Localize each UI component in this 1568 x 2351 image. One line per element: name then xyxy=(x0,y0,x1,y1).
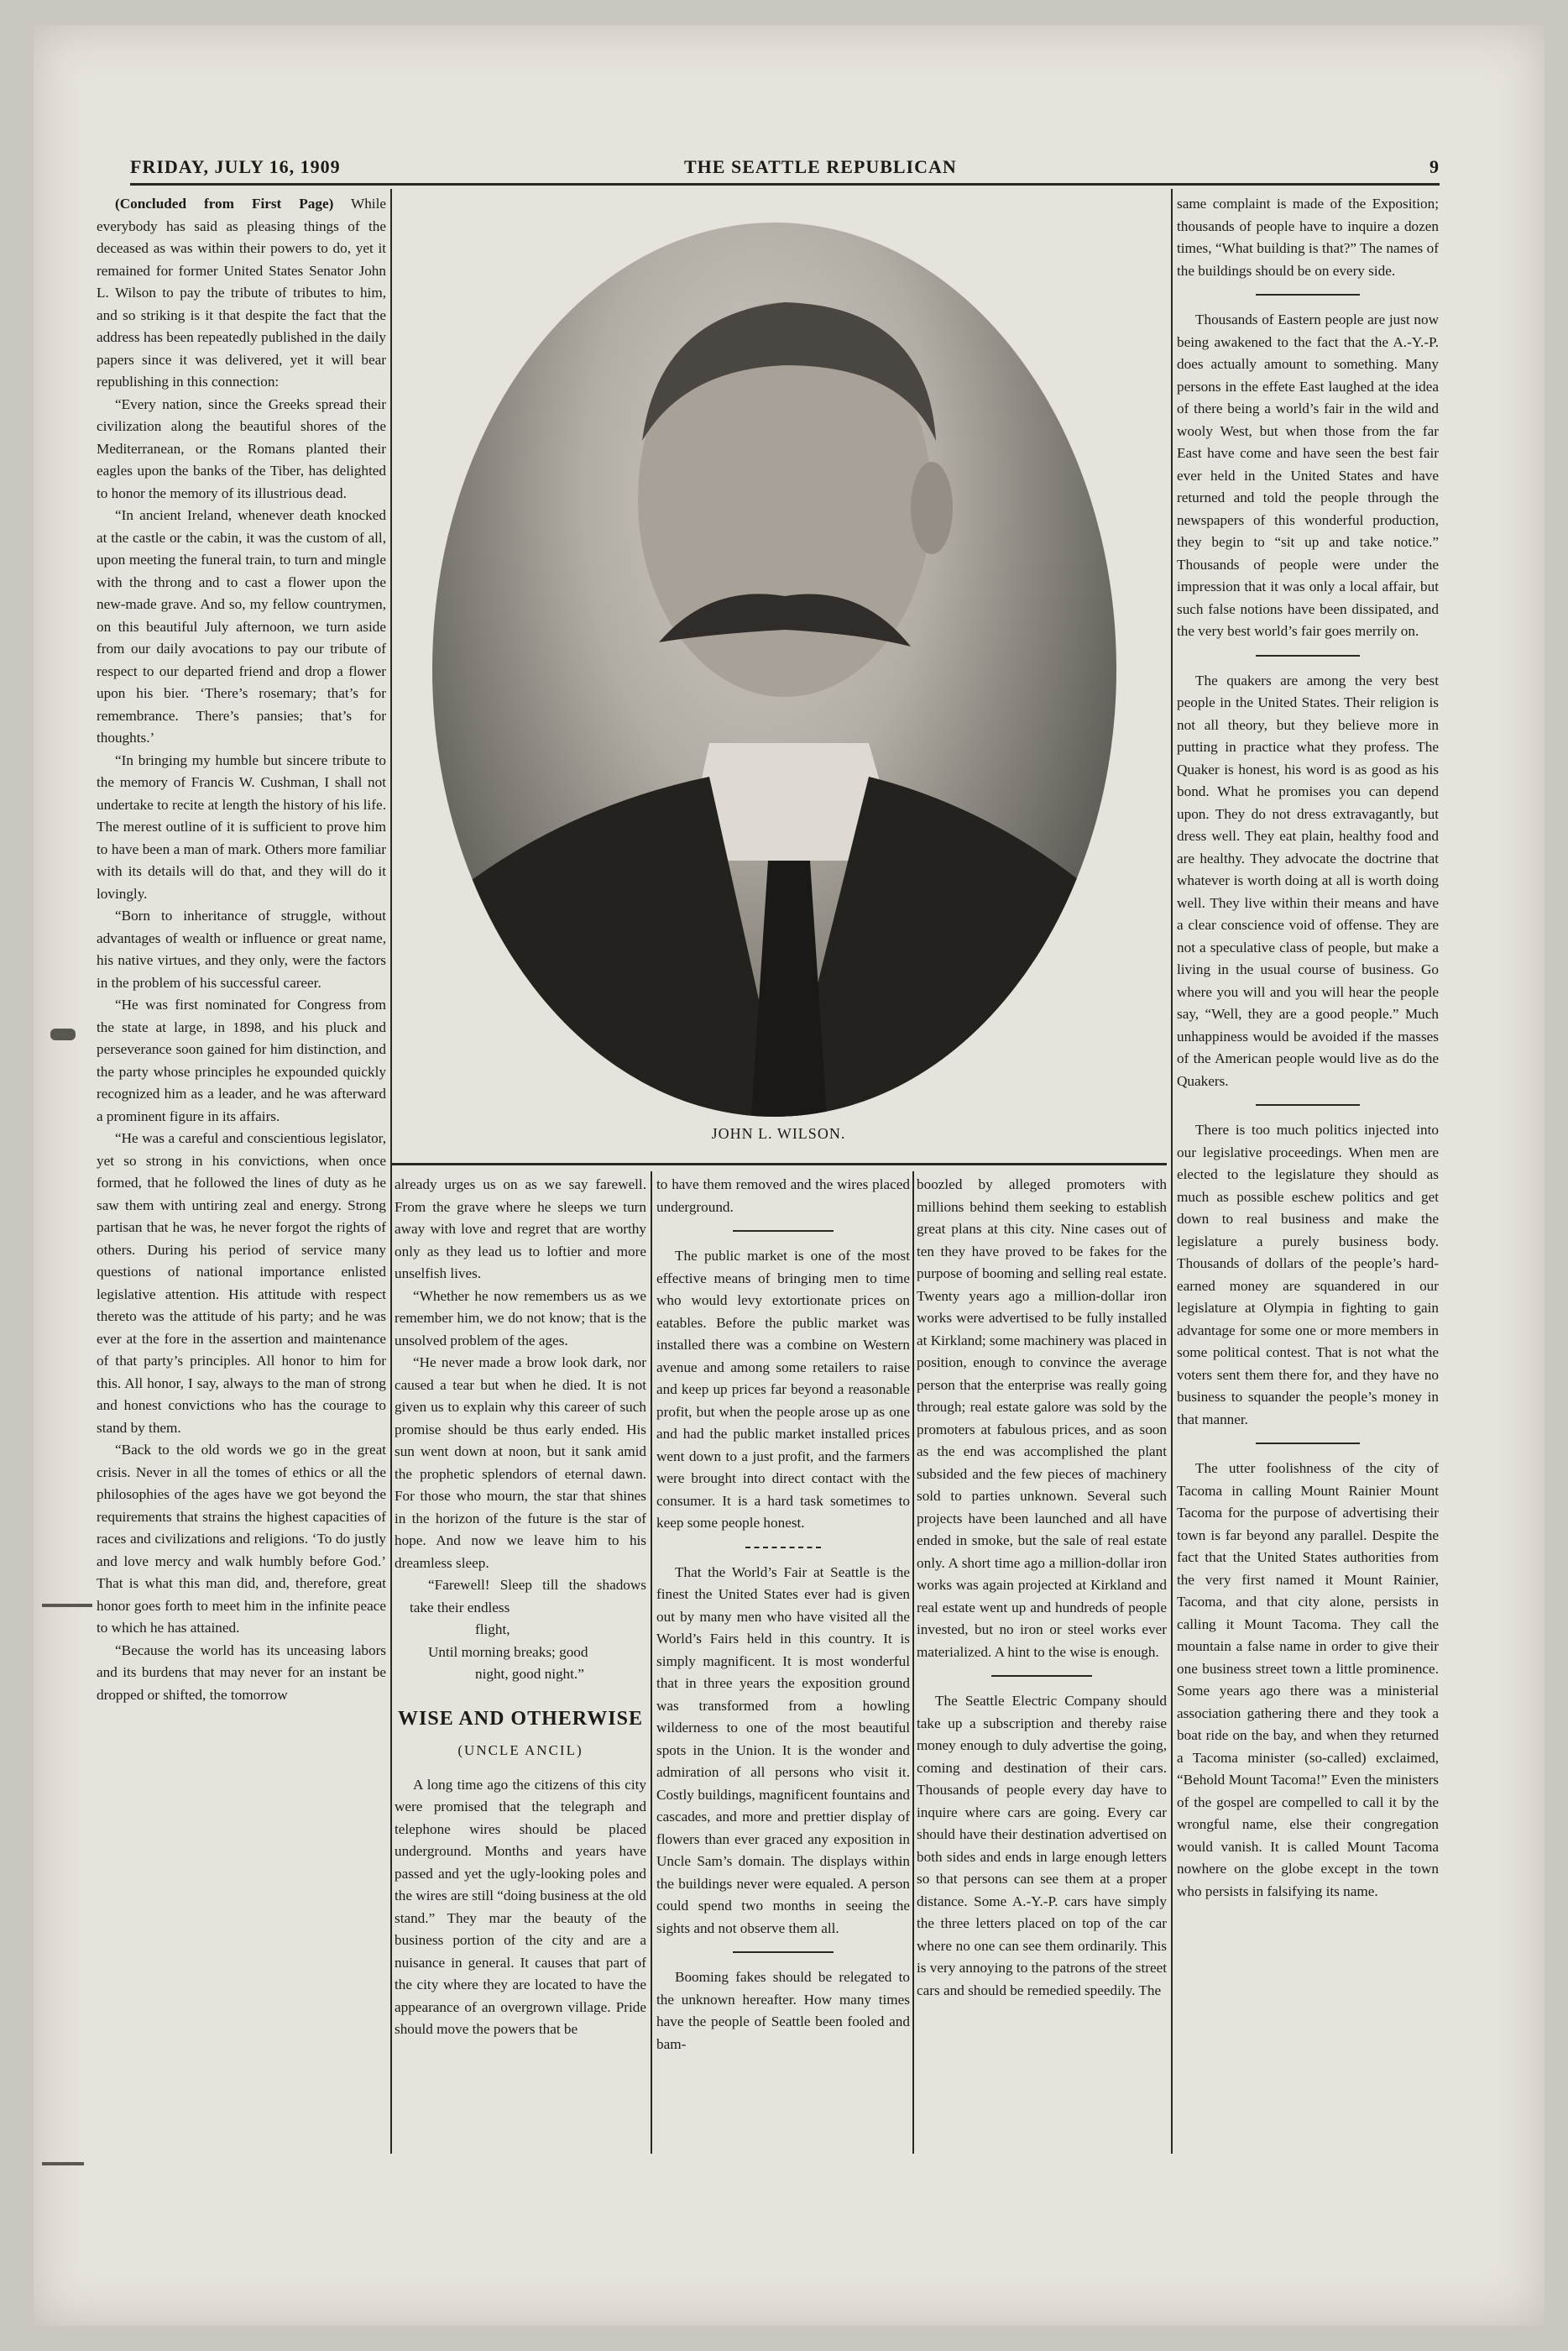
newspaper-title: THE SEATTLE REPUBLICAN xyxy=(684,156,957,177)
article-paragraph: “He was a careful and conscientious legislator, yet so strong in his convictions, when once formed, that he followed the lines of duty as he saw them with untiring zeal and energy. Strong partisan that he was, he never forgot the rights of others. During his period of service many questions of national importance enlisted legislative attention. His attitude with respect thereto was the attitude of his party; and he was ever at the fore in the assertion and maintenance of that party’s principles. All honor to him for this. All honor, I say, always to the man of strong and honest convictions who has the courage to stand by them. xyxy=(97,1130,386,1436)
verse-line: Until morning breaks; good night, good night.” xyxy=(428,1643,588,1682)
portrait-bottom-rule xyxy=(390,1163,1167,1165)
intro-paragraph: (Concluded from First Page) While everybody has said as pleasing things of the deceased as was within their powers to do, yet it remained for former United States Senator John L. Wilson to pay the tribute of tributes to him, and so striking is it that despite the fact that the address has been repeatedly published in the daily papers since it was delivered, yet it will bear republishing in this connection: xyxy=(97,196,386,390)
page-tear-mark xyxy=(42,1604,92,1607)
article-paragraph: same complaint is made of the Exposition; thousands of people have to inquire a dozen times, “What building is that?” The names of the buildings should be on every side. xyxy=(1177,196,1439,279)
article-paragraph: “Every nation, since the Greeks spread their civilization along the beautiful shores of the Mediterranean, or the Romans planted their eagles upon the banks of the Tiber, has delighted to honor the memory of its illustrious dead. xyxy=(97,395,386,501)
column-rule xyxy=(651,1171,652,2154)
item-separator xyxy=(991,1675,1091,1677)
article-paragraph: already urges us on as we say farewell. From the grave where he sleeps we turn away with love and regret that are worthy only as they lead us to loftier and more unselfish lives. xyxy=(395,1176,646,1281)
article-paragraph: That the World’s Fair at Seattle is the finest the United States ever had is given out by many men who have visited all the World’s Fairs held in this country. It is simply magnificent. It is most wonderful that in three years the exposition ground was transformed from a howling wilderness to one of the most beautiful spots in the Union. It is the wonder and admiration of all persons who visit it. Costly buildings, magnificent fountains and cascades, and more and prettier display of flowers than ever graced any exposition in Uncle Sam’s domain. The displays within the buildings never were equaled. A person could spend two months in seeing the sights and not observe them all. xyxy=(656,1563,910,1936)
page-tear-mark xyxy=(42,2162,84,2165)
column-2 xyxy=(395,1174,646,2148)
article-paragraph: “He never made a brow look dark, nor caused a tear but when he died. It is not given us to explain why this career of such promise should be thus early ended. His sun went down at noon, but it sank amid the prophetic splendors of eternal dawn. For those who mourn, the star that shines in the horizon of the future is the star of hope. And now we leave him to his dreamless sleep. xyxy=(395,1354,646,1571)
article-paragraph: “In bringing my humble but sincere tribute to the memory of Francis W. Cushman, I shall not undertake to recite at length the history of his life. The merest outline of it is sufficient to prove him to have been a man of mark. Others more familiar with its details will do that, and they will do it lovingly. xyxy=(97,751,386,902)
page-header xyxy=(130,151,1440,181)
newspaper-page xyxy=(34,25,1544,2326)
item-separator xyxy=(733,1951,834,1953)
portrait-block xyxy=(390,185,1167,1159)
portrait-illustration xyxy=(432,223,1116,1117)
tie-shape xyxy=(751,861,827,1117)
page-number: 9 xyxy=(1429,156,1440,177)
section-byline: (UNCLE ANCIL) xyxy=(457,1742,583,1758)
article-paragraph: to have them removed and the wires placed underground. xyxy=(656,1176,910,1215)
column-rule xyxy=(912,1171,914,2154)
ear-shape xyxy=(911,462,953,554)
article-paragraph: “Whether he now remembers us as we remember him, we do not know; that is the unsolved problem of the ages. xyxy=(395,1287,646,1348)
column-3 xyxy=(656,1174,910,2148)
portrait-caption: JOHN L. WILSON. xyxy=(711,1125,846,1142)
item-separator xyxy=(1256,1443,1361,1444)
column-5 xyxy=(1177,193,1439,2158)
article-paragraph: The quakers are among the very best people in the United States. Their religion is not all theory, but they believe more in putting in practice what they profess. The Quaker is honest, his word is as good as his bond. What he promises you can depend upon. They do not dress extravagantly, but dress well. They eat plain, healthy food and are healthy. They advocate the doctrine that whatever is worth doing at all is worth doing well. They live within their means and have a clear conscience void of offense. They are not a speculative class of people, but make a living in the usual course of business. Go where you will and you will hear the people say, “Well, they are a good people.” Much unhappiness would be avoided if the masses of the American people would live as do the Quakers. xyxy=(1177,672,1439,1089)
article-paragraph: Thousands of Eastern people are just now being awakened to the fact that the A.-Y.-P. does actually amount to something. Many persons in the effete East laughed at the idea of there being a world’s fair in the wild and wooly West, but when those from the far East have come and have seen the best fair ever held in the United States and have returned and told the people through the newspapers of this wonderful production, they begin to “sit up and take notice.” Thousands of people were under the impression that it was only a local affair, but such false notions have been dissipated, and the very best world’s fair goes merrily on. xyxy=(1177,312,1439,639)
item-separator xyxy=(733,1230,834,1232)
column-rule xyxy=(1171,189,1173,2154)
column-1 xyxy=(97,193,386,2158)
article-paragraph: The utter foolishness of the city of Tacoma in calling Mount Rainier Mount Tacoma for the purpose of advertising their town is far beyond any parallel. Despite the fact that the United States authorities from the very first named it Mount Rainier, Tacoma, and that city alone, persists in calling it Mount Tacoma. They call the mountain a false name in order to give their one business street town a little prominence. Some years ago there was a ministerial association gathering there and they took a boat ride on the bay, and when they returned a Tacoma minister (so-called) exclaimed, “Behold Mount Tacoma!” Even the ministers of the gospel are compelled to call it by the wrongful name, else their congregation would vanish. It is called Mount Tacoma nowhere on the globe except in the town who persists in falsifying its name. xyxy=(1177,1460,1439,1899)
issue-date: FRIDAY, JULY 16, 1909 xyxy=(130,156,341,177)
item-separator xyxy=(1256,1104,1361,1106)
article-paragraph: “Back to the old words we go in the great crisis. Never in all the tomes of ethics or all the philosophies of the ages have we got beyond the requirements that strains the highest capacities of races and civilizations and religions. ‘To do justly and love mercy and walk humbly before God.’ That is what this man did, and, therefore, great honor goes forth to meet him in the infinite peace to which he has attained. xyxy=(97,1442,386,1636)
page-tear-mark xyxy=(50,1029,76,1040)
article-paragraph: Booming fakes should be relegated to the unknown hereafter. How many times have the people of Seattle been fooled and bam- xyxy=(656,1969,910,2052)
article-paragraph: “Born to inheritance of struggle, without advantages of wealth or influence or great name, his native virtues, and they only, were the factors in the problem of his successful career. xyxy=(97,908,386,991)
continuation-label: (Concluded from First Page) xyxy=(115,196,334,212)
column-4 xyxy=(917,1174,1167,2148)
item-separator xyxy=(745,1547,822,1548)
item-separator xyxy=(1256,655,1361,657)
article-paragraph: There is too much politics injected into our legislative proceedings. When men are elected to the legislature they should as much as possible eschew politics and get down to real business and make the legislature a purely business body. Thousands of dollars of the people’s hard-earned money are squandered in our legislature at Olympia in fighting to gain advantage for some one or more members in some political contest. That is not what the voters sent them there for, and they have no business to squander the people’s money in that manner. xyxy=(1177,1122,1439,1427)
article-paragraph: The public market is one of the most effective means of bringing men to time who would levy extortionate prices on eatables. Before the public market was installed there was a combine on Western avenue and among some retailers to raise and keep up prices far beyond a reasonable profit, but when the people arose up as one and had the public market installed prices went down to a just profit, and the farmers were brought into direct contact with the consumer. It is a hard task sometimes to keep some people honest. xyxy=(656,1248,910,1531)
article-paragraph: “He was first nominated for Congress from the state at large, in 1898, and his pluck and perseverance soon gained for him distinction, and the party whose principles he expounded quickly recognized him as a leader, and he was afterward a prominent figure in its affairs. xyxy=(97,997,386,1124)
section-headline: WISE AND OTHERWISE xyxy=(398,1707,643,1730)
article-paragraph: boozled by alleged promoters with millions behind them seeking to establish great plans at this city. Nine cases out of ten they have proved to be fakes for the purpose of booming and selling real estate. Twenty years ago a million-dollar iron works were advertised to be fully installed at Kirkland; some machinery was placed in position, enough to convince the average person that the enterprise was really going through; real estate galore was sold by the promoters at fabulous prices, and as soon as the end was accomplished the plant subsided and the few pieces of machinery sold to parties unknown. Several such projects have been launched and all have ended in smoke, but the sale of real estate only. A short time ago a million-dollar iron works was again projected at Kirkland and real estate went up and hundreds of people invested, but no iron or steel works ever materialized. A hint to the wise is enough. xyxy=(917,1176,1167,1660)
article-paragraph: A long time ago the citizens of this city were promised that the telegraph and telephone wires should be placed underground. Months and years have passed and yet the ugly-looking poles and the wires are still “doing business at the old stand.” They mar the beauty of the business portion of the city and are a nuisance in general. It causes that part of the city where they are located to have the appearance of an overgrown village. Pride should move the powers that be xyxy=(395,1776,646,2037)
article-paragraph: “Because the world has its unceasing labors and its burdens that may never for an instant be dropped or shifted, the tomorrow xyxy=(97,1642,386,1703)
article-paragraph: “In ancient Ireland, whenever death knocked at the castle or the cabin, it was the custom of all, upon meeting the funeral train, to turn and mingle with the throng and to cast a flower upon the new-made grave. And so, my fellow countrymen, on this beautiful July afternoon, we turn aside from our daily avocations to pay our tribute of respect to our departed friend and drop a flower upon his bier. ‘There’s rosemary; that’s for remembrance. There’s pansies; that’s for thoughts.’ xyxy=(97,507,386,746)
article-paragraph: The Seattle Electric Company should take up a subscription and thereby raise money enough to duly advertise the going, coming and destination of their cars. Thousands of people every day have to inquire where cars are going. Every car should have their destination advertised on both sides and ends in large enough letters so that persons can see them at a proper distance. Some A.-Y.-P. cars have simply the three letters placed on top of the car where no one can see them ordinarily. This is very annoying to the patrons of the street cars and should be remedied speedily. The xyxy=(917,1693,1167,1998)
portrait-photo xyxy=(432,223,1116,1117)
verse-line: “Farewell! Sleep till the shadows take their endless flight, xyxy=(410,1577,646,1637)
item-separator xyxy=(1256,294,1361,296)
